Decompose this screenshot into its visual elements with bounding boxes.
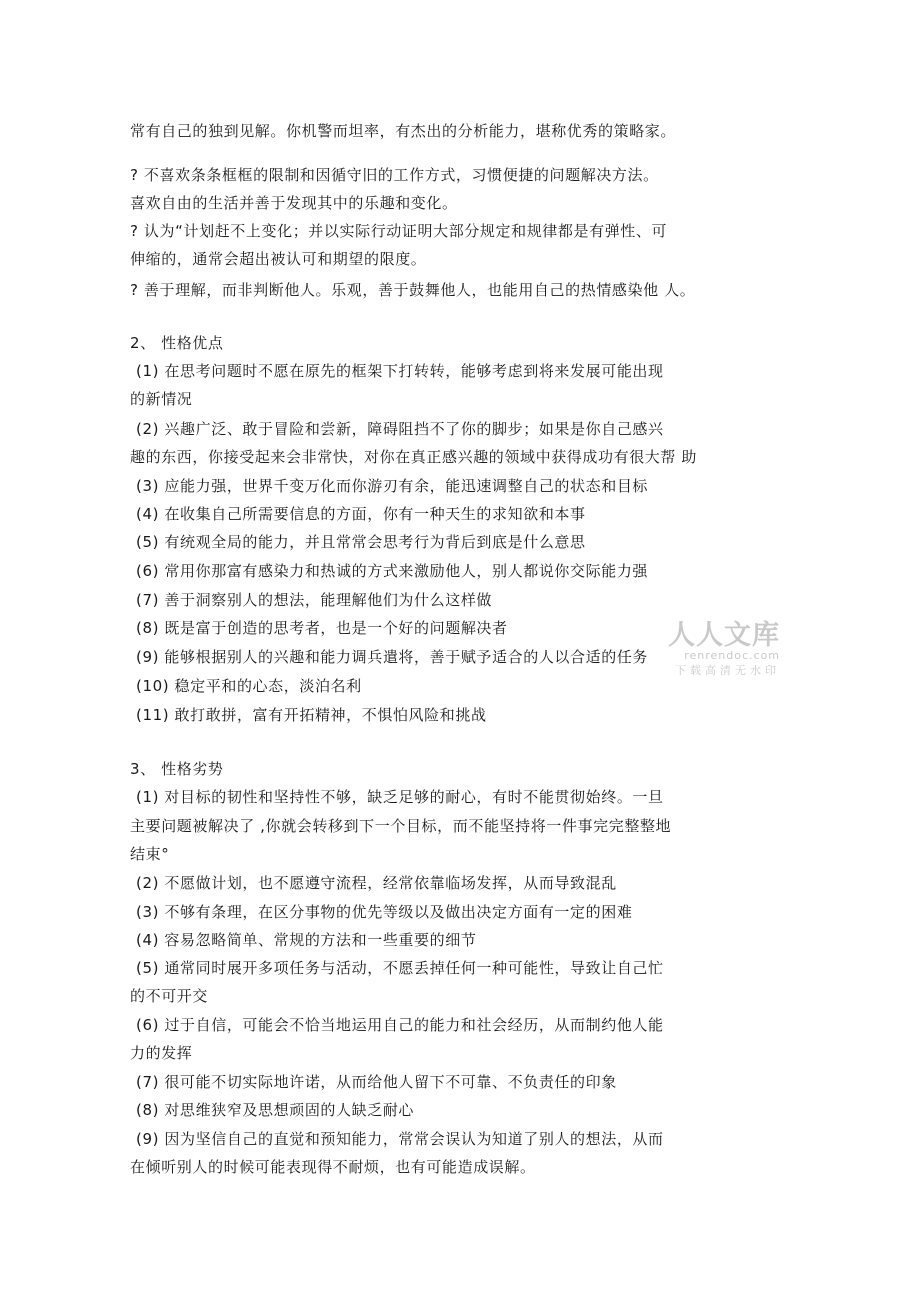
strength-item: (6) 常用你那富有感染力和热诚的方式来激励他人，别人都说你交际能力强 [136,562,649,580]
weakness-item: (4) 容易忽略简单、常规的方法和一些重要的细节 [136,931,477,949]
weakness-item: (8) 对思维狭窄及思想顽固的人缺乏耐心 [136,1101,415,1119]
weakness-item-continuation: 主要问题被解决了 ,你就会转移到下一个目标，而不能坚持将一件事完完整整地 [130,817,672,835]
intro-bullet: ? 不喜欢条条框框的限制和因循守旧的工作方式，习惯便捷的问题解决方法。 [130,166,659,184]
watermark-domain: renrendoc.com [684,649,780,662]
strength-item: (1) 在思考问题时不愿在原先的框架下打转转，能够考虑到将来发展可能出现 [136,362,664,380]
strength-item: (5) 有统观全局的能力，并且常常会思考行为背后到底是什么意思 [136,533,586,551]
section-heading-weaknesses: 3、 性格劣势 [130,760,224,778]
weakness-item-continuation: 在倾听别人的时候可能表现得不耐烦，也有可能造成误解。 [130,1158,536,1176]
section-heading-strengths: 2、 性格优点 [130,334,224,352]
weakness-item: (9) 因为坚信自己的直觉和预知能力，常常会误认为知道了别人的想法，从而 [136,1130,664,1148]
weakness-item: (2) 不愿做计划，也不愿遵守流程，经常依靠临场发挥，从而导致混乱 [136,874,617,892]
watermark-title: 人人文库 [668,620,780,651]
strength-item-continuation: 趣的东西，你接受起来会非常快，对你在真正感兴趣的领域中获得成功有很大帮 助 [130,448,697,466]
weakness-item-continuation: 的不可开交 [130,987,209,1005]
intro-line: 喜欢自由的生活并善于发现其中的乐趣和变化。 [130,194,458,212]
intro-line: 伸缩的，通常会超出被认可和期望的限度。 [130,250,427,268]
strength-item: (4) 在收集自己所需要信息的方面，你有一种天生的求知欲和本事 [136,505,586,523]
intro-bullet: ? 认为“计划赶不上变化；并以实际行动证明大部分规定和规律都是有弹性、可 [130,222,668,240]
strength-item-continuation: 的新情况 [130,390,193,408]
watermark [650,620,780,678]
weakness-item: (1) 对目标的韧性和坚持性不够，缺乏足够的耐心，有时不能贯彻始终。一旦 [136,788,664,806]
weakness-item-continuation: 结束° [130,845,170,863]
weakness-item-continuation: 力的发挥 [130,1044,193,1062]
strength-item: (10) 稳定平和的心态，淡泊名利 [136,677,362,695]
intro-line: 常有自己的独到见解。你机警而坦率，有杰出的分析能力，堪称优秀的策略家。 [130,122,677,140]
strength-item: (3) 应能力强，世界千变万化而你游刃有余，能迅速调整自己的状态和目标 [136,477,649,495]
strength-item: (2) 兴趣广泛、敢于冒险和尝新，障碍阻挡不了你的脚步；如果是你自己感兴 [136,420,664,438]
watermark-subtitle: 下载高清无水印 [675,664,780,677]
weakness-item: (5) 通常同时展开多项任务与活动，不愿丢掉任何一种可能性，导致让自己忙 [136,959,664,977]
weakness-item: (6) 过于自信，可能会不恰当地运用自己的能力和社会经历，从而制约他人能 [136,1016,664,1034]
strength-item: (8) 既是富于创造的思考者，也是一个好的问题解决者 [136,619,508,637]
strength-item: (9) 能够根据别人的兴趣和能力调兵遣将，善于赋予适合的人以合适的任务 [136,648,649,666]
strength-item: (7) 善于洞察别人的想法，能理解他们为什么这样做 [136,591,493,609]
weakness-item: (7) 很可能不切实际地许诺，从而给他人留下不可靠、不负责任的印象 [136,1073,617,1091]
strength-item: (11) 敢打敢拼，富有开拓精神，不惧怕风险和挑战 [136,706,487,724]
intro-bullet: ? 善于理解，而非判断他人。乐观，善于鼓舞他人，也能用自己的热情感染他 人。 [130,281,696,299]
weakness-item: (3) 不够有条理，在区分事物的优先等级以及做出决定方面有一定的困难 [136,903,633,921]
